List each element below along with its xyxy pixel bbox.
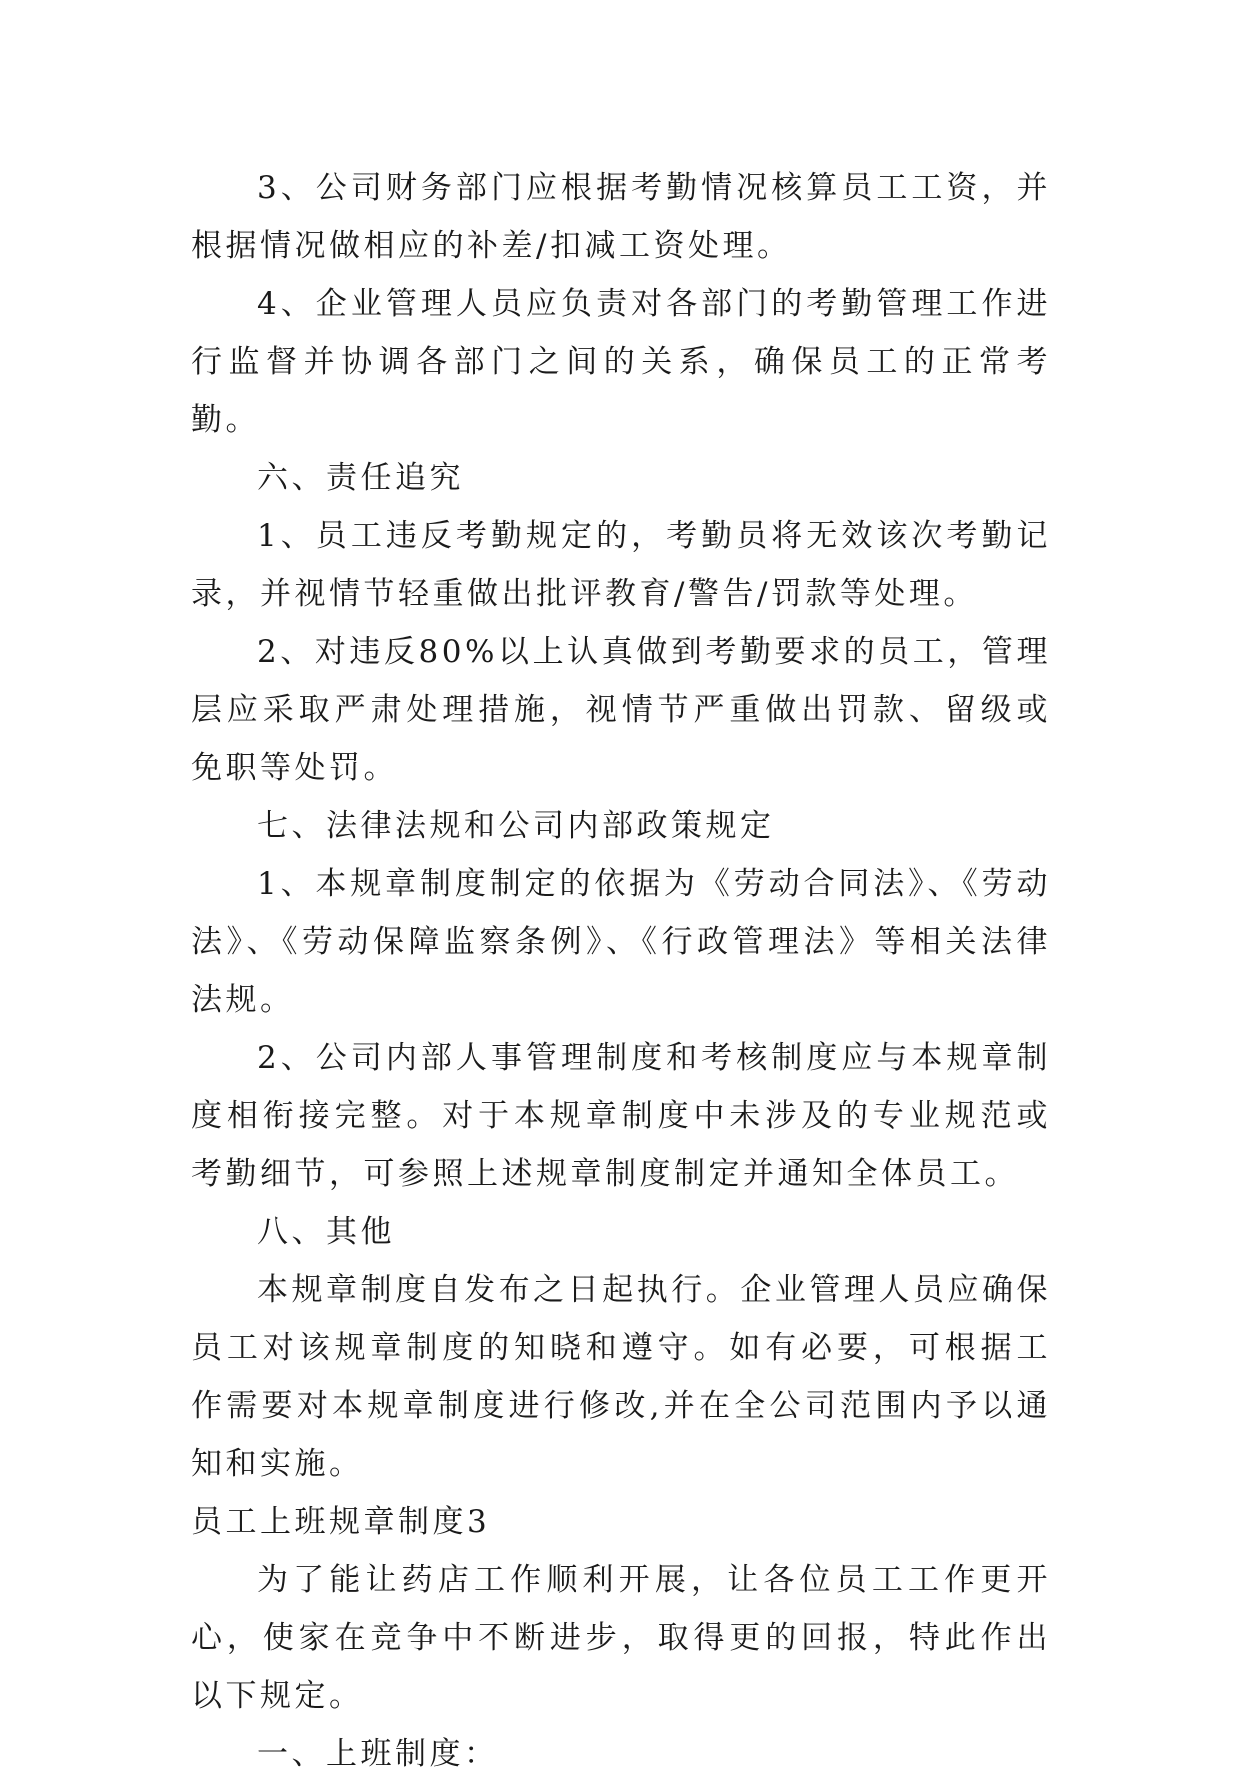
paragraph-legal-basis: 1、本规章制度制定的依据为《劳动合同法》、《劳动法》、《劳动保障监察条例》、《行政管理法》等相关法律法规。 [191, 866, 1051, 1018]
paragraph-serious-penalties: 2、对违反80%以上认真做到考勤要求的员工，管理层应采取严肃处理措施，视情节严重做出罚款、留级或免职等处罚。 [191, 634, 1051, 786]
section-heading-other: 八、其他 [257, 1214, 395, 1250]
paragraph-violation-handling: 1、员工违反考勤规定的，考勤员将无效该次考勤记录，并视情节轻重做出批评教育/警告/罚款等处理。 [191, 518, 1051, 612]
document-subtitle: 员工上班规章制度3 [191, 1504, 491, 1540]
paragraph-internal-policy-link: 2、公司内部人事管理制度和考核制度应与本规章制度相衔接完整。对于本规章制度中未涉及的专业规范或考勤细节，可参照上述规章制度制定并通知全体员工。 [191, 1040, 1051, 1192]
section-heading-accountability: 六、责任追究 [257, 460, 464, 496]
document-page [191, 159, 1051, 1783]
section-heading-work-rules: 一、上班制度： [257, 1736, 499, 1772]
section-heading-laws-policies: 七、法律法规和公司内部政策规定 [257, 808, 775, 844]
paragraph-payroll-adjustment: 3、公司财务部门应根据考勤情况核算员工工资，并根据情况做相应的补差/扣减工资处理。 [191, 170, 1051, 264]
paragraph-effective-date: 本规章制度自发布之日起执行。企业管理人员应确保员工对该规章制度的知晓和遵守。如有必要，可根据工作需要对本规章制度进行修改,并在全公司范围内予以通知和实施。 [191, 1272, 1051, 1482]
paragraph-pharmacy-intro: 为了能让药店工作顺利开展，让各位员工工作更开心，使家在竞争中不断进步，取得更的回报，特此作出以下规定。 [191, 1562, 1051, 1714]
paragraph-management-supervision: 4、企业管理人员应负责对各部门的考勤管理工作进行监督并协调各部门之间的关系，确保员工的正常考勤。 [191, 286, 1051, 438]
